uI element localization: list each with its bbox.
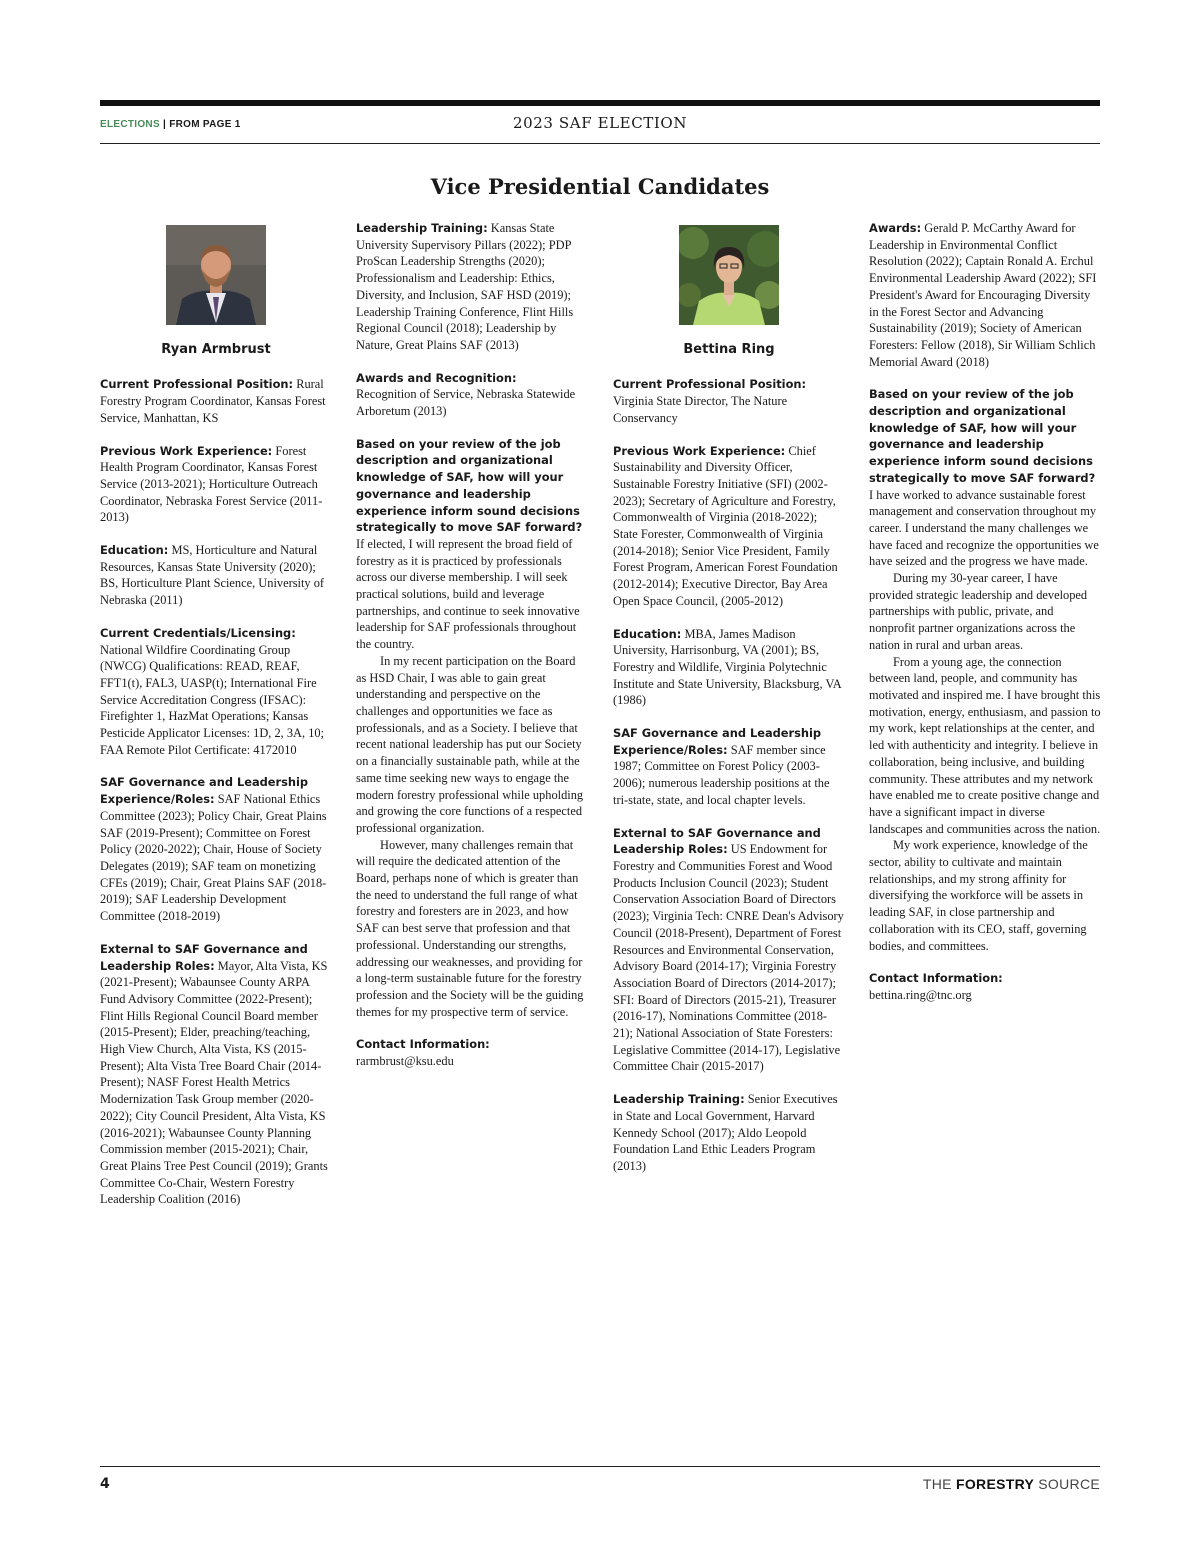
candidate2-photo	[679, 225, 779, 325]
candidate2-contact: Contact Information: bettina.ring@tnc.org	[869, 971, 1003, 1002]
candidate1-external: External to SAF Governance and Leadership Roles: Mayor, Alta Vista, KS (2021-Present); Wabaunsee County ARPA Fund Advisory Committee (2022-Present); Flint Hills Regional Council Board member (2015-Present); Elder, preaching/teaching, High View Church, Alta Vista, KS (2015-Present); Alta Vista Tree Board Chair (2014-Present); NASF Forest Health Metrics Modernization Task Group member (2020-2022); City Council President, Alta Vista, KS (2016-2021); Wabaunsee County Planning Commission member (2015-2021); Chair, Great Plains Tree Pest Council (2019); Grants Committee Co-Chair, Western Forestry Leadership Coalition (2016)	[100, 941, 328, 1207]
page-number: 4	[100, 1476, 110, 1492]
candidate2-name: Bettina Ring	[683, 341, 775, 357]
candidate2-awards: Awards: Gerald P. McCarthy Award for Leadership in Environmental Conflict Resolution (2022); Captain Ronald A. Erchul Environmental Leadership Award (2022); SFI President's Award for Encouraging Diversity in the Forest Sector and Advancing Sustainability (2019); Society of American Foresters: Fellow (2018), Sir William Schlich Memorial Award (2018)	[869, 221, 1097, 369]
top-rule	[100, 100, 1100, 106]
candidate1-education: Education: MS, Horticulture and Natural Resources, Kansas State University (2020); BS, Horticulture Plant Science, University of Nebraska (2011)	[100, 543, 325, 608]
candidate1-answer-p1: If elected, I will represent the broad field of forestry as it is practiced by professionals across our diverse membership. I will seek practical solutions, build and leverage partnerships, and continue to seek innovative leadership for SAF professionals throughout the country.	[356, 536, 580, 652]
candidate1-photo	[166, 225, 266, 325]
candidate2-answer-p4: My work experience, knowledge of the sector, ability to cultivate and maintain relationships, and my strong affinity for diversifying the workforce will be assets in leading SAF, in close partnership and collaboration with its CEO, staff, governing bodies, and committees.	[869, 838, 1088, 953]
publication-name: THE FORESTRY SOURCE	[922, 1476, 1100, 1492]
candidate2-previous: Previous Work Experience: Chief Sustainability and Diversity Officer, Sustainable Forestry Initiative (SFI) (2002-2023); Secretary of Agriculture and Forestry, Commonwealth of Virginia (2018-2022); State Forester, Commonwealth of Virginia (2014-2018); Senior Vice President, Family Forest Program, American Forest Foundation (2012-2014); Executive Director, Bay Area Open Space Council, (2005-2012)	[613, 443, 838, 608]
candidate2-answer-p1: I have worked to advance sustainable forest management and conservation throughout my career. I understand the many challenges we have faced and recognize the opportunities we have seized and the progress we have made.	[869, 487, 1099, 569]
candidate2-position: Current Professional Position: Virginia State Director, The Nature Conservancy	[613, 377, 807, 425]
candidate1-awards: Awards and Recognition: Recognition of Service, Nebraska Statewide Arboretum (2013)	[356, 370, 576, 419]
candidate1-question: Based on your review of the job description and organizational knowledge of SAF, how will your governance and leadership experience inform sound decisions strategically to move SAF forward?	[356, 436, 583, 535]
candidate1-previous: Previous Work Experience: Forest Health Program Coordinator, Kansas Forest Service (2013-2021); Horticulture Outreach Coordinator, Nebraska Forest Service (2011-2013)	[100, 443, 323, 525]
page-header	[100, 112, 1100, 142]
candidate2-answer-p3: From a young age, the connection between land, people, and community has motivated and inspired me. I have brought this motivation, energy, enthusiasm, and passion to my work, kept relationships at the center, and led with authenticity and integrity. I believe in collaboration, being inclusive, and building community. These attributes and my network have enabled me to create positive change and have a significant impact in diverse landscapes and communities across the nation.	[869, 654, 1101, 836]
candidate1-name: Ryan Armbrust	[161, 341, 271, 357]
footer-rule	[100, 1466, 1100, 1467]
candidate1-position: Current Professional Position: Rural Forestry Program Coordinator, Kansas Forest Service, Manhattan, KS	[100, 377, 326, 425]
candidate2-education: Education: MBA, James Madison University, Harrisonburg, VA (2001); BS, Forestry and Wildlife, Virginia Polytechnic Institute and State University, Blacksburg, VA (1986)	[613, 626, 842, 708]
candidate1-answer-p2: In my recent participation on the Board as HSD Chair, I was able to gain great understanding and perspective on the challenges and opportunities we face as professionals, and as a Society. I believe that recent national leadership has put our Society on a financially sustainable path, while at the same time seeking new ways to engage the modern forestry professional while upholding and growing the core functions of a respected professional organization.	[356, 653, 584, 835]
candidate2-external: External to SAF Governance and Leadership Roles: US Endowment for Forestry and Communities Forest and Wood Products Inclusion Council (2023); Student Conservation Association Board of Directors (2023); Virginia Tech: CNRE Dean's Advisory Council (2018-Present), Department of Forest Resources and Environmental Conservation, Advisory Board (2014-17); Virginia Forestry Association Board of Directors (2014-2017); SFI: Board of Directors (2015-21), Treasurer (2016-17), Nominations Committee (2018-21); National Association of State Foresters: Legislative Committee (2014-17), Legislative Committee Chair (2015-2017)	[613, 825, 844, 1074]
column-4	[869, 220, 1101, 1020]
candidate1-governance: SAF Governance and Leadership Experience/Roles: SAF National Ethics Committee (2023); Policy Chair, Great Plains SAF (2019-Present); Committee on Forest Policy (2020-2022); Chair, House of Society Delegates (2019); SAF team on monetizing CFEs (2019); Chair, Great Plains SAF (2018-2019); SAF Leadership Development Committee (2018-2019)	[100, 775, 327, 924]
candidate2-question: Based on your review of the job description and organizational knowledge of SAF, how will your governance and leadership experience inform sound decisions strategically to move SAF forward?	[869, 387, 1096, 485]
candidate1-answer-p3: However, many challenges remain that will require the dedicated attention of the Board, perhaps none of which is greater than the need to understand the full range of what forestry and foresters are in 2023, and how SAF can best serve that profession and that professional. Understanding our strengths, addressing our weaknesses, and providing for a long-term sustainable future for the forestry profession and the Society will be the guiding themes for my prospective term of service.	[356, 837, 584, 1019]
page-heading: Vice Presidential Candidates	[430, 174, 770, 199]
candidate1-email-link[interactable]: rarmbrust@ksu.edu	[356, 1054, 454, 1069]
candidate2-answer-p2: During my 30-year career, I have provided strategic leadership and developed partnerships with public, private, and nonprofit partner organizations across the nation in rural and urban areas.	[869, 571, 1088, 652]
header-rule	[100, 143, 1100, 144]
candidate1-credentials: Current Credentials/Licensing: National Wildfire Coordinating Group (NWCG) Qualifications: READ, REAF, FFT1(t), FAL3, UASP(t); International Fire Service Accreditation Congress (IFSAC): Firefighter 1, HazMat Operations; Kansas Pesticide Applicator Licenses: 1D, 2, 3A, 10; FAA Remote Pilot Certificate: 4172010	[100, 625, 325, 757]
column-1	[100, 220, 332, 1224]
candidate2-email-link[interactable]: bettina.ring@tnc.org	[869, 987, 972, 1002]
candidate1-contact: Contact Information: rarmbrust@ksu.edu	[356, 1037, 490, 1069]
header-title: 2023 SAF ELECTION	[512, 114, 688, 132]
section-link[interactable]: ELECTIONS	[100, 119, 160, 130]
from-page-label: FROM PAGE 1	[169, 119, 241, 130]
candidate2-training: Leadership Training: Senior Executives in State and Local Government, Harvard Kennedy School (2017); Aldo Leopold Foundation Land Ethic Leaders Program (2013)	[613, 1092, 838, 1173]
candidate1-training: Leadership Training: Kansas State University Supervisory Pillars (2022); PDP ProScan Leadership Strengths (2020); Professionalism and Leadership: Ethics, Diversity, and Inclusion, SAF HSD (2019); Leadership Training Conference, Flint Hills Regional Council (2018); Leadership by Nature, Great Plains SAF (2013)	[356, 221, 574, 352]
candidate2-governance: SAF Governance and Leadership Experience/Roles: SAF member since 1987; Committee on Forest Policy (2003-2006); numerous leadership positions at the tri-state, state, and local chapter levels.	[613, 726, 830, 807]
column-2	[356, 220, 588, 1086]
column-3	[613, 220, 845, 1191]
kicker-separator: |	[159, 119, 170, 130]
